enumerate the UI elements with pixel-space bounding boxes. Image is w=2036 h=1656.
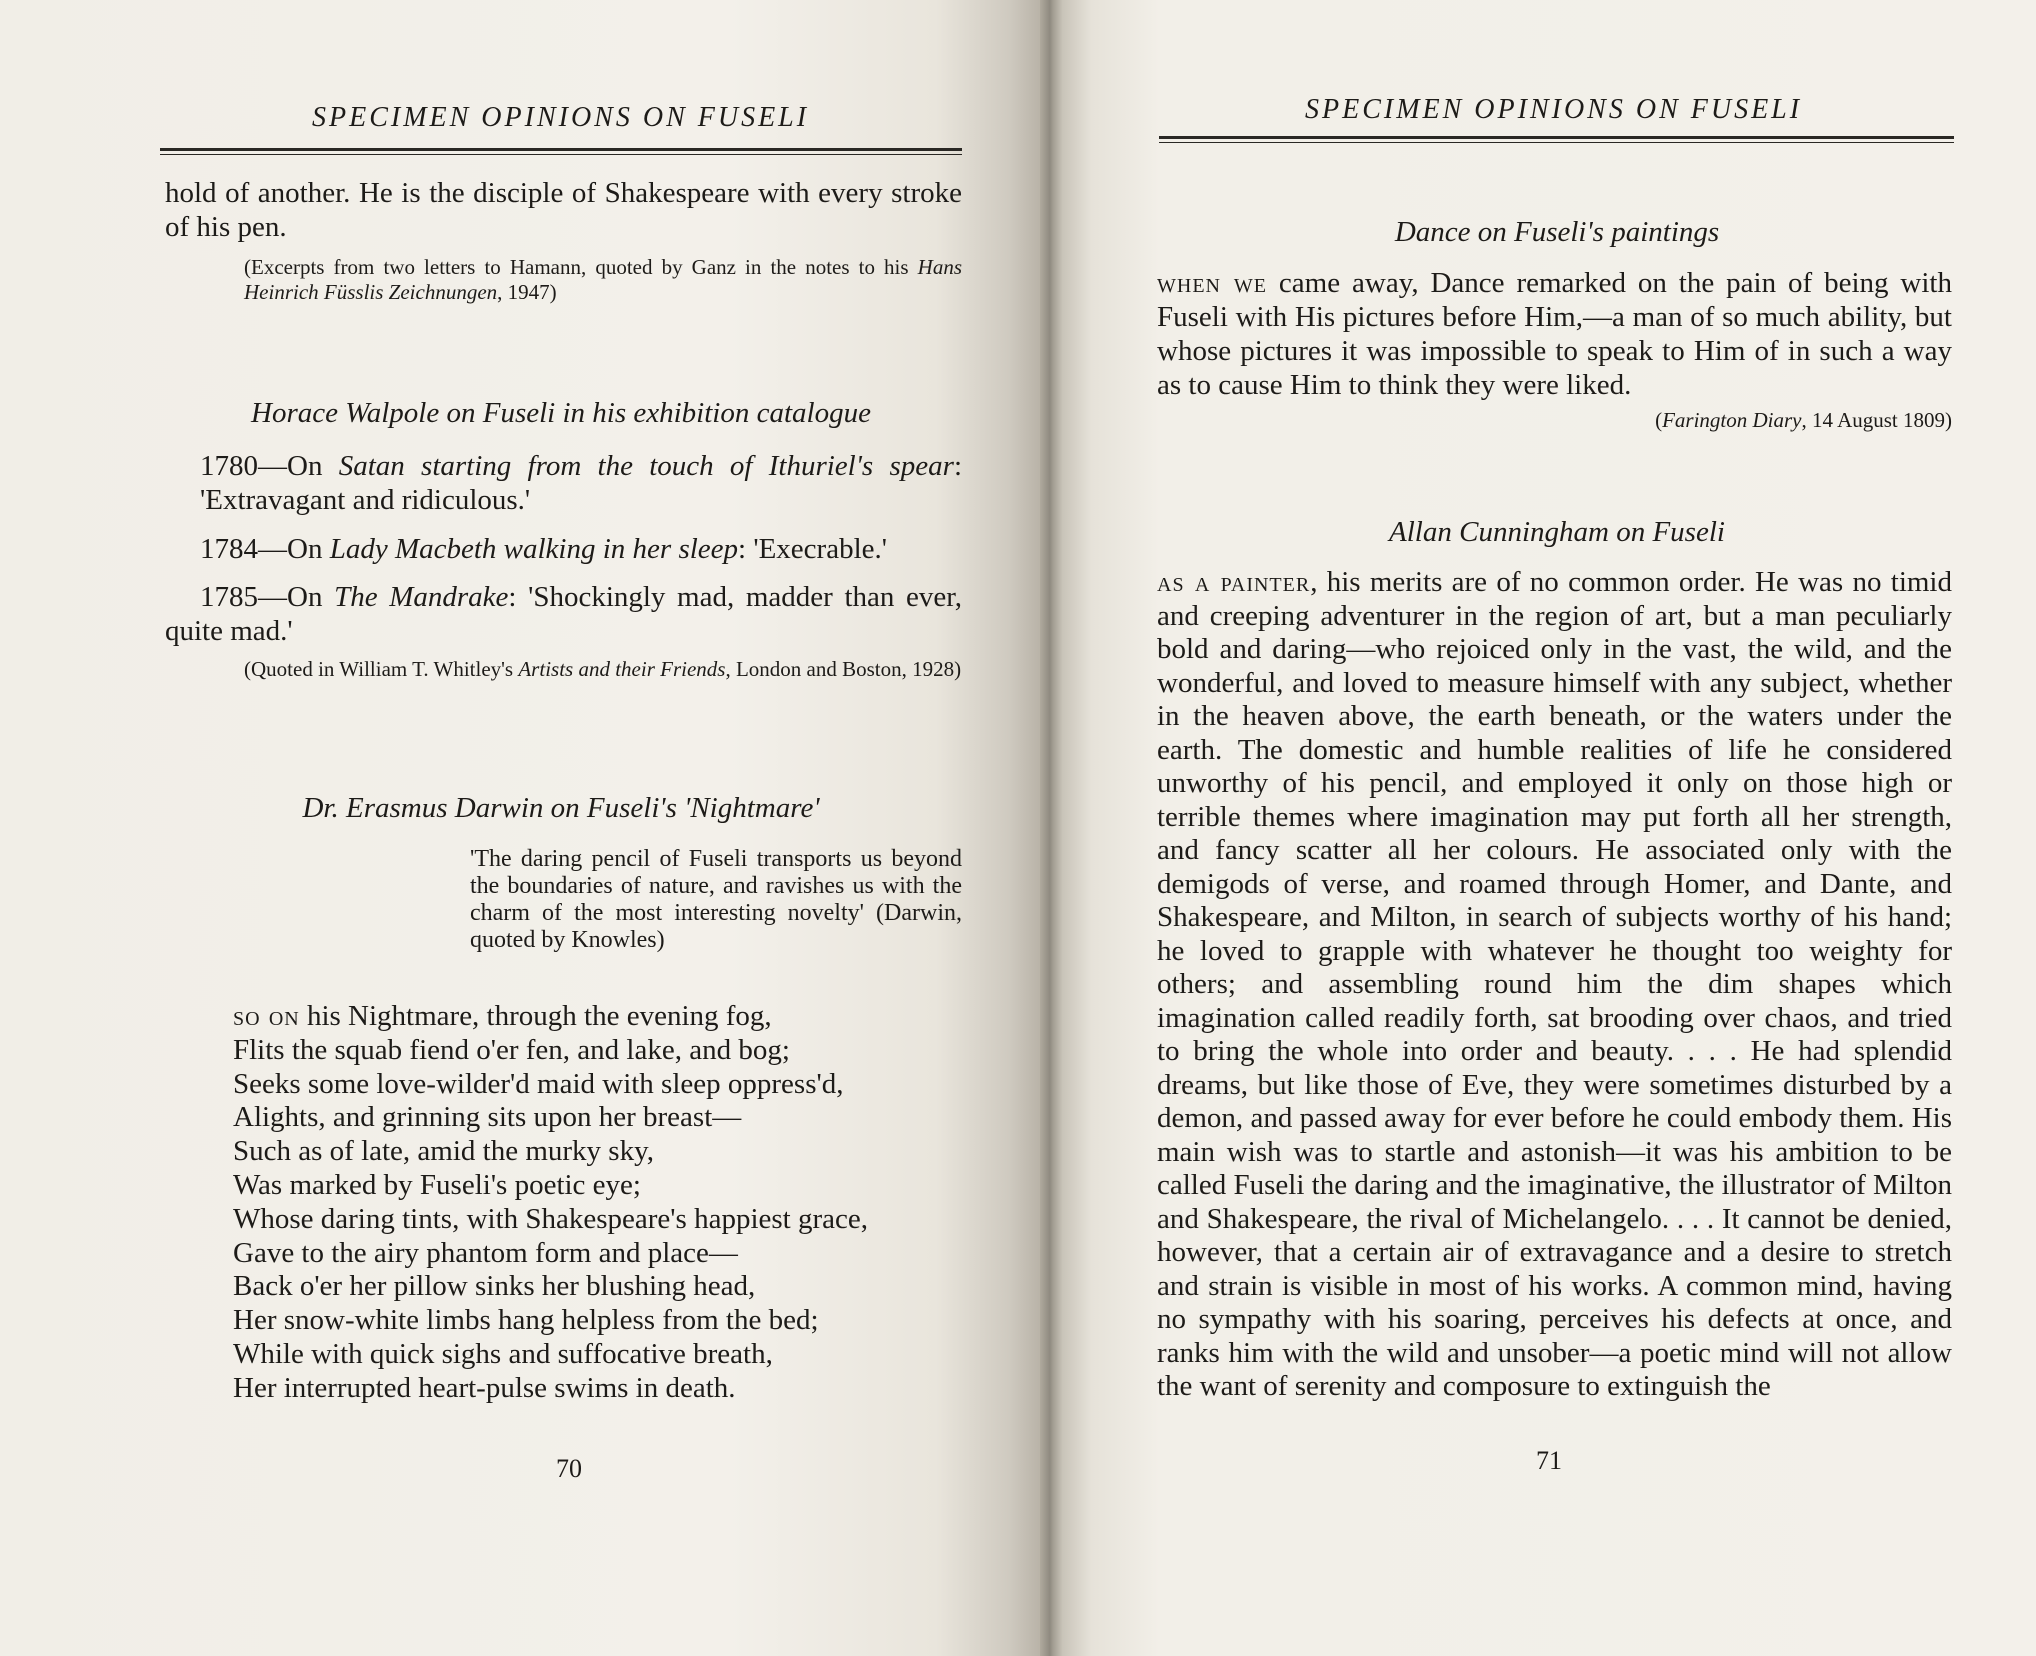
poem-line: Whose daring tints, with Shakespeare's happiest grace, (233, 1202, 868, 1235)
citation-text: (Quoted in William T. Whitley's (244, 657, 519, 681)
entry-text: : 'Shockingly mad, madder than ever, quite mad.' (165, 581, 963, 647)
poem-line: Was marked by Fuseli's poetic eye; (233, 1168, 641, 1201)
poem-line: Her interrupted heart-pulse swims in death. (233, 1371, 736, 1404)
poem-line: Such as of late, amid the murky sky, (233, 1135, 654, 1168)
paragraph-text: came away, Dance remarked on the pain of being with Fuseli with His pictures before Him,—a man of so much ability, but whose pictures it was impossible to speak to Him of in such a way as to cause Him to think they were liked. (1157, 267, 1952, 401)
poem-line: Back o'er her pillow sinks her blushing head, (233, 1270, 756, 1303)
paragraph-text: , his merits are of no common order. He was no timid and creeping adventurer in the region of art, but a man peculiarly bold and daring—who rejoiced only in the vast, the wild, and the wonderful, and loved to measure himself with any subject, whether in the heaven above, the earth beneath, or the waters under the earth. The domestic and humble realities of life he considered unworthy of his pencil, and employed it only on those high or terrible themes where imagination may put forth all her strength, and fancy scatter all her colours. He associated only with the demigods of verse, and roamed through Homer, and Dante, and Shakespeare, and Milton, in search of subjects worthy of his hand; he loved to grapple with whatever he thought too weighty for others; and assembling round him the dim shapes which imagination called readily forth, sat brooding over chaos, and tried to bring the whole into order and beauty. . . . He had splendid dreams, but like those of Eve, they were sometimes disturbed by a demon, and passed away for ever before he could embody them. His main wish was to startle and astonish—it was his ambition to be called Fuseli the daring and the imaginative, the illustrator of Milton and Shakespeare, the rival of Michelangelo. . . . It cannot be denied, however, that a certain air of extravagance and a desire to stretch and strain is visible in most of his works. A common mind, having no sympathy with his soaring, perceives his defects at once, and ranks him with the wild and unsober—a poetic mind will not allow the want of serenity and composure to extinguish the (1157, 566, 1952, 1402)
header-rule (160, 148, 962, 155)
dance-paragraph (1157, 266, 1952, 402)
poem-line: While with quick sighs and suffocative breath, (233, 1337, 773, 1370)
section-title-walpole: Horace Walpole on Fuseli in his exhibition catalogue (251, 397, 871, 429)
entry-work-title: The Mandrake (334, 581, 509, 613)
poem-line: Alights, and grinning sits upon her breast— (233, 1101, 742, 1134)
entry-work-title: Satan starting from the touch of Ithuriel's spear (338, 450, 954, 482)
page-number: 71 (1536, 1446, 1562, 1475)
paragraph-lead: as a painter (1157, 566, 1311, 598)
paragraph-lead: when we (1157, 267, 1267, 299)
entry-year: 1780 (200, 450, 258, 482)
section-title-dance: Dance on Fuseli's paintings (1394, 216, 1720, 248)
continuation-citation (244, 255, 962, 305)
citation-text: , 14 August 1809) (1801, 408, 1952, 432)
poem-lead: so on (233, 1000, 300, 1032)
page-number: 70 (556, 1454, 582, 1483)
citation-work-title: Hans Heinrich Füsslis Zeichnungen (244, 255, 962, 304)
title-text: ' (813, 792, 820, 824)
poem-text: his Nightmare, through the evening fog, (299, 1000, 772, 1032)
book-gutter (1040, 0, 1062, 1656)
entry-text: —On (258, 533, 330, 565)
citation-work-title: Artists and their Friends (518, 657, 726, 681)
entry-work-title: Lady Macbeth walking in her sleep (329, 533, 739, 565)
walpole-entry (200, 532, 962, 566)
section-title-darwin (160, 792, 962, 825)
continuation-paragraph: hold of another. He is the disciple of Shakespeare with every stroke of his pen. (165, 177, 962, 243)
dance-citation (1157, 408, 1952, 433)
poem-line (233, 1000, 962, 1034)
entry-year: 1784 (200, 533, 258, 565)
entry-year: 1785 (200, 581, 258, 613)
running-head: SPECIMEN OPINIONS ON FUSELI (1305, 94, 1803, 125)
poem-line: Gave to the airy phantom form and place— (233, 1236, 738, 1269)
poem-line: Her snow-white limbs hang helpless from the bed; (233, 1304, 819, 1337)
walpole-entry (200, 449, 962, 517)
running-head: SPECIMEN OPINIONS ON FUSELI (312, 102, 810, 133)
walpole-entry (165, 580, 962, 648)
poem-line: Flits the squab fiend o'er fen, and lake, and bog; (233, 1033, 790, 1066)
citation-text: , 1947) (497, 280, 557, 304)
walpole-citation (244, 657, 962, 682)
darwin-epigraph: 'The daring pencil of Fuseli transports us beyond the boundaries of nature, and ravishes us with the charm of the most interesting novelty' (Darwin, quoted by Knowles) (470, 846, 962, 953)
entry-text: —On (258, 450, 339, 482)
citation-text: (Excerpts from two letters to Hamann, quoted by Ganz in the notes to his (244, 255, 918, 279)
section-title-cunningham: Allan Cunningham on Fuseli (1389, 516, 1725, 548)
citation-text: , London and Boston, 1928) (725, 657, 962, 681)
darwin-poem (233, 1000, 962, 1406)
poem-line: Seeks some love-wilder'd maid with sleep oppress'd, (233, 1067, 844, 1100)
title-text: Nightmare (690, 792, 814, 824)
entry-text: : 'Extravagant and ridiculous.' (200, 450, 962, 516)
citation-work-title: Farington Diary (1662, 408, 1802, 432)
cunningham-paragraph (1157, 566, 1952, 1404)
citation-text: ( (1655, 408, 1663, 432)
entry-text: —On (258, 581, 335, 613)
entry-text: : 'Execrable.' (738, 533, 887, 565)
title-text: Dr. Erasmus Darwin on Fuseli's ' (302, 792, 691, 824)
header-rule (1159, 136, 1954, 143)
right-page (1062, 0, 2036, 1656)
